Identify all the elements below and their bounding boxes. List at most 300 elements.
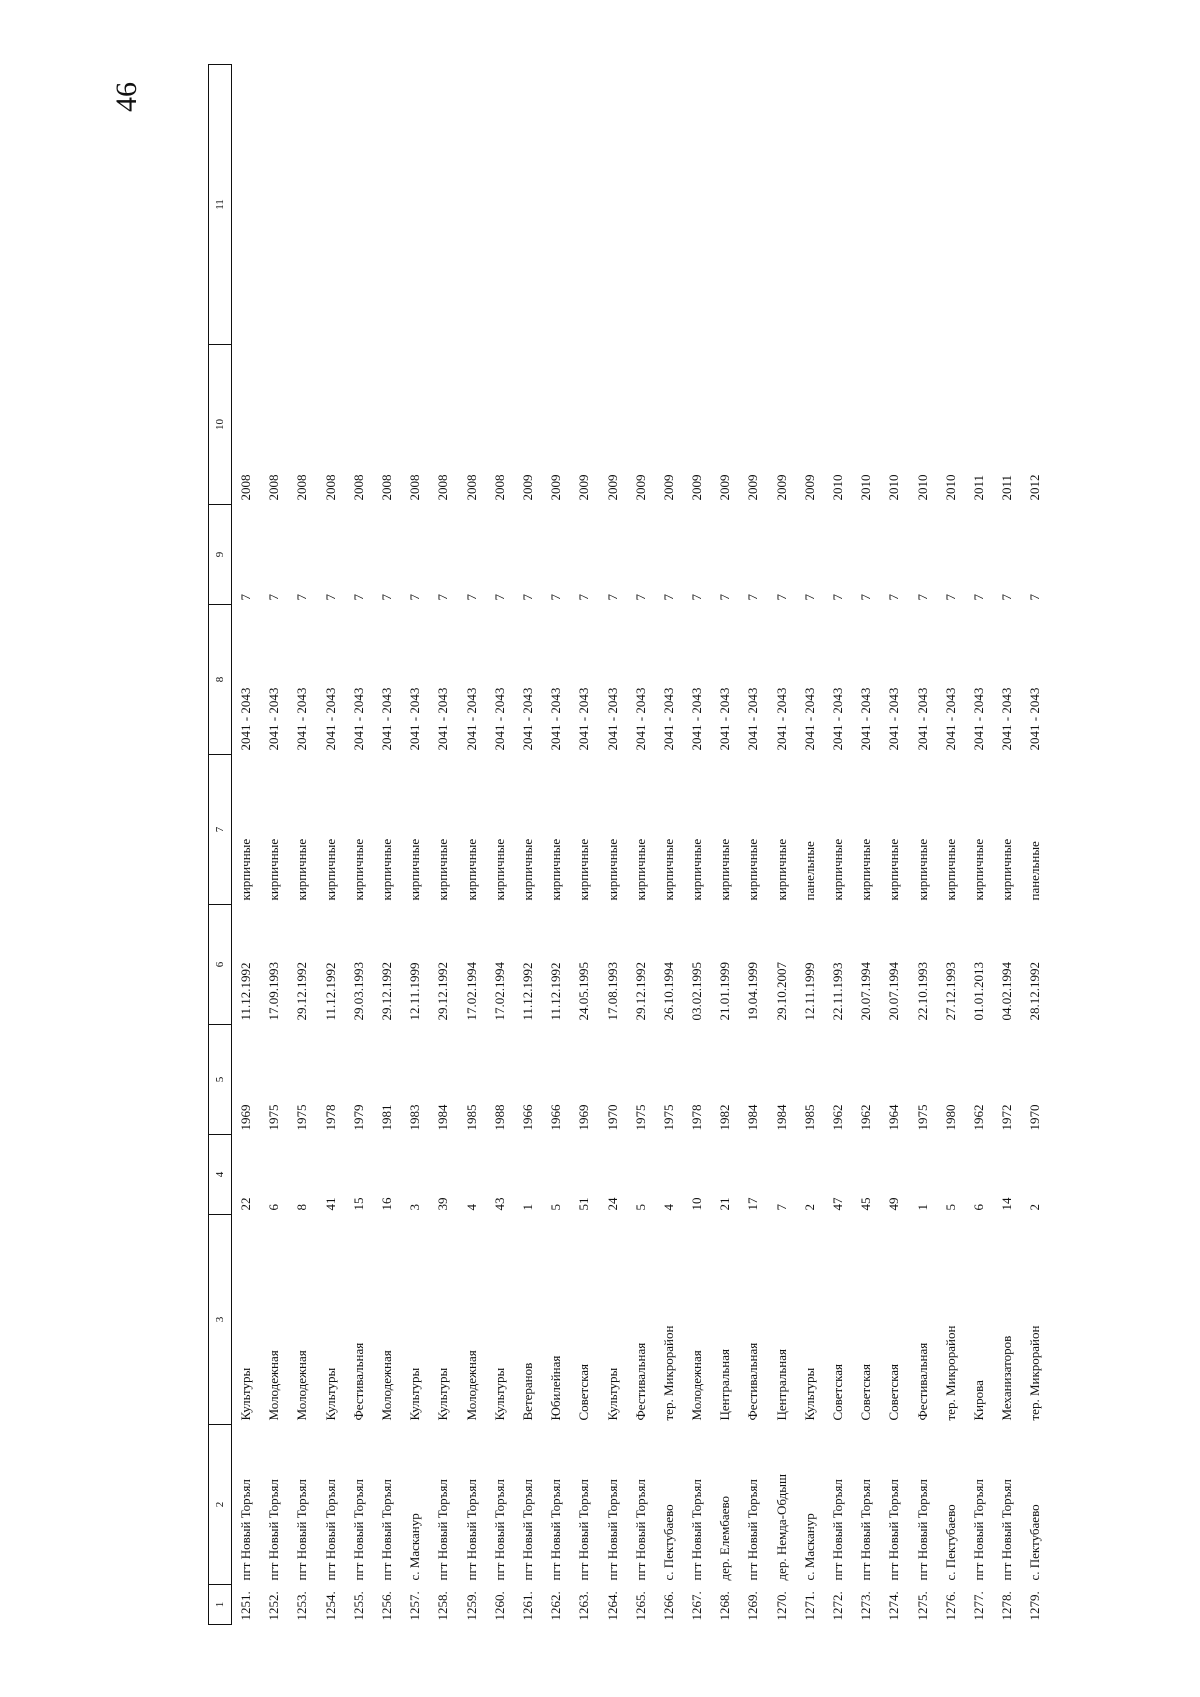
header-cell-5: 5 — [209, 1025, 232, 1135]
cell-plan-year: 2008 — [435, 474, 451, 501]
cell-date: 29.12.1992 — [379, 962, 395, 1021]
cell-wall-material: кирпичные — [435, 838, 451, 901]
cell-repair-period: 2041 - 2043 — [632, 687, 648, 751]
cell-repair-period: 2041 - 2043 — [407, 687, 423, 751]
cell-settlement: пгт Новый Торъял — [463, 1479, 479, 1581]
cell-row-number: 1252. — [266, 1591, 282, 1621]
cell-house-number: 45 — [858, 1197, 874, 1211]
cell-house-number: 4 — [463, 1204, 479, 1211]
cell-repair-period: 2041 - 2043 — [238, 687, 254, 751]
cell-count: 7 — [350, 594, 366, 601]
cell-repair-period: 2041 - 2043 — [689, 687, 705, 751]
cell-notes — [824, 65, 852, 345]
cell-notes — [655, 65, 683, 345]
cell-notes — [852, 65, 880, 345]
table-row — [768, 65, 796, 1625]
page-number: 46 — [110, 82, 143, 112]
cell-repair-period: 2041 - 2043 — [914, 687, 930, 751]
table-row — [373, 65, 401, 1625]
cell-settlement: с. Пектубаево — [1027, 1504, 1043, 1581]
cell-house-number: 1 — [914, 1204, 930, 1211]
cell-repair-period: 2041 - 2043 — [519, 687, 535, 751]
cell-date: 03.02.1995 — [689, 962, 705, 1021]
cell-house-number: 39 — [435, 1197, 451, 1211]
cell-notes — [993, 65, 1021, 345]
cell-build-year: 1970 — [604, 1104, 620, 1131]
cell-date: 11.12.1992 — [519, 962, 535, 1021]
cell-notes — [514, 65, 542, 345]
cell-date: 11.12.1992 — [548, 962, 564, 1021]
cell-house-number: 47 — [830, 1197, 846, 1211]
cell-repair-period: 2041 - 2043 — [660, 687, 676, 751]
cell-date: 21.01.1999 — [717, 962, 733, 1021]
cell-plan-year: 2008 — [238, 474, 254, 501]
cell-notes — [486, 65, 514, 345]
cell-house-number: 5 — [548, 1204, 564, 1211]
table-row — [317, 65, 345, 1625]
cell-street: Механизаторов — [999, 1335, 1015, 1421]
cell-build-year: 1975 — [660, 1104, 676, 1131]
cell-street: тер. Микрорайон — [660, 1325, 676, 1421]
cell-house-number: 4 — [660, 1204, 676, 1211]
cell-street: тер. Микрорайон — [1027, 1325, 1043, 1421]
cell-house-number: 22 — [238, 1197, 254, 1211]
cell-street: Советская — [576, 1364, 592, 1421]
cell-date: 29.12.1992 — [294, 962, 310, 1021]
cell-repair-period: 2041 - 2043 — [322, 687, 338, 751]
cell-count: 7 — [519, 594, 535, 601]
cell-row-number: 1276. — [942, 1591, 958, 1621]
cell-wall-material: кирпичные — [294, 838, 310, 901]
cell-plan-year: 2010 — [914, 474, 930, 501]
header-cell-3: 3 — [209, 1215, 232, 1425]
header-cell-9: 9 — [209, 505, 232, 605]
cell-house-number: 21 — [717, 1197, 733, 1211]
cell-plan-year: 2011 — [999, 474, 1015, 501]
header-cell-6: 6 — [209, 905, 232, 1025]
cell-street: Центральная — [717, 1349, 733, 1421]
cell-settlement: пгт Новый Торъял — [322, 1479, 338, 1581]
cell-wall-material: кирпичные — [266, 838, 282, 901]
cell-build-year: 1975 — [266, 1104, 282, 1131]
cell-plan-year: 2010 — [830, 474, 846, 501]
cell-street: Молодежная — [689, 1350, 705, 1421]
cell-build-year: 1975 — [914, 1104, 930, 1131]
cell-build-year: 1985 — [801, 1104, 817, 1131]
header-cell-1: 1 — [209, 1585, 232, 1625]
cell-date: 20.07.1994 — [858, 962, 874, 1021]
cell-plan-year: 2008 — [491, 474, 507, 501]
cell-wall-material: кирпичные — [858, 838, 874, 901]
cell-build-year: 1978 — [689, 1104, 705, 1131]
cell-house-number: 49 — [886, 1197, 902, 1211]
cell-count: 7 — [689, 594, 705, 601]
cell-notes — [711, 65, 739, 345]
cell-row-number: 1260. — [491, 1591, 507, 1621]
cell-date: 29.03.1993 — [350, 962, 366, 1021]
cell-street: Фестивальная — [632, 1342, 648, 1421]
cell-row-number: 1271. — [801, 1591, 817, 1621]
cell-wall-material: кирпичные — [491, 838, 507, 901]
cell-count: 7 — [830, 594, 846, 601]
cell-repair-period: 2041 - 2043 — [491, 687, 507, 751]
cell-plan-year: 2010 — [858, 474, 874, 501]
cell-date: 29.12.1992 — [632, 962, 648, 1021]
cell-settlement: пгт Новый Торъял — [970, 1479, 986, 1581]
housing-table — [208, 64, 1049, 1625]
cell-date: 28.12.1992 — [1027, 962, 1043, 1021]
cell-count: 7 — [858, 594, 874, 601]
cell-settlement: пгт Новый Торъял — [830, 1479, 846, 1581]
table-row — [683, 65, 711, 1625]
cell-date: 04.02.1994 — [999, 962, 1015, 1021]
cell-wall-material: кирпичные — [773, 838, 789, 901]
cell-notes — [768, 65, 796, 345]
cell-wall-material: кирпичные — [886, 838, 902, 901]
cell-settlement: пгт Новый Торъял — [379, 1479, 395, 1581]
cell-settlement: с. Масканур — [801, 1513, 817, 1581]
cell-repair-period: 2041 - 2043 — [266, 687, 282, 751]
cell-house-number: 8 — [294, 1204, 310, 1211]
cell-repair-period: 2041 - 2043 — [886, 687, 902, 751]
cell-wall-material: панельные — [1027, 841, 1043, 901]
cell-count: 7 — [238, 594, 254, 601]
document-table-rotated — [208, 65, 1048, 1625]
cell-plan-year: 2012 — [1027, 474, 1043, 501]
cell-count: 7 — [942, 594, 958, 601]
cell-repair-period: 2041 - 2043 — [830, 687, 846, 751]
cell-date: 11.12.1992 — [322, 962, 338, 1021]
cell-row-number: 1274. — [886, 1591, 902, 1621]
table-row — [429, 65, 457, 1625]
cell-street: Ветеранов — [519, 1362, 535, 1421]
cell-settlement: с. Пектубаево — [942, 1504, 958, 1581]
cell-notes — [401, 65, 429, 345]
cell-row-number: 1270. — [773, 1591, 789, 1621]
cell-wall-material: кирпичные — [407, 838, 423, 901]
cell-repair-period: 2041 - 2043 — [773, 687, 789, 751]
cell-street: Центральная — [773, 1349, 789, 1421]
cell-settlement: пгт Новый Торъял — [519, 1479, 535, 1581]
table-row — [598, 65, 626, 1625]
cell-wall-material: кирпичные — [632, 838, 648, 901]
cell-row-number: 1267. — [689, 1591, 705, 1621]
cell-house-number: 17 — [745, 1197, 761, 1211]
header-cell-7: 7 — [209, 755, 232, 905]
cell-date: 17.02.1994 — [463, 962, 479, 1021]
cell-house-number: 3 — [407, 1204, 423, 1211]
cell-notes — [345, 65, 373, 345]
cell-notes — [232, 65, 261, 345]
table-row — [627, 65, 655, 1625]
cell-house-number: 6 — [266, 1204, 282, 1211]
header-cell-8: 8 — [209, 605, 232, 755]
cell-build-year: 1984 — [435, 1104, 451, 1131]
cell-house-number: 51 — [576, 1197, 592, 1211]
cell-date: 12.11.1999 — [407, 962, 423, 1021]
cell-repair-period: 2041 - 2043 — [576, 687, 592, 751]
cell-repair-period: 2041 - 2043 — [745, 687, 761, 751]
cell-build-year: 1988 — [491, 1104, 507, 1131]
cell-row-number: 1265. — [632, 1591, 648, 1621]
cell-house-number: 6 — [970, 1204, 986, 1211]
cell-count: 7 — [407, 594, 423, 601]
cell-plan-year: 2008 — [407, 474, 423, 501]
cell-street: Фестивальная — [350, 1342, 366, 1421]
cell-settlement: с. Масканур — [407, 1513, 423, 1581]
cell-plan-year: 2010 — [942, 474, 958, 501]
cell-plan-year: 2009 — [604, 474, 620, 501]
cell-plan-year: 2008 — [379, 474, 395, 501]
cell-build-year: 1982 — [717, 1104, 733, 1131]
cell-wall-material: кирпичные — [519, 838, 535, 901]
cell-row-number: 1254. — [322, 1591, 338, 1621]
cell-notes — [288, 65, 316, 345]
table-row — [655, 65, 683, 1625]
cell-date: 11.12.1992 — [238, 962, 254, 1021]
cell-count: 7 — [999, 594, 1015, 601]
cell-settlement: пгт Новый Торъял — [350, 1479, 366, 1581]
cell-settlement: пгт Новый Торъял — [238, 1479, 254, 1581]
table-row — [486, 65, 514, 1625]
cell-street: Культуры — [801, 1367, 817, 1421]
cell-notes — [373, 65, 401, 345]
cell-build-year: 1978 — [322, 1104, 338, 1131]
cell-count: 7 — [1027, 594, 1043, 601]
cell-build-year: 1975 — [294, 1104, 310, 1131]
cell-build-year: 1964 — [886, 1104, 902, 1131]
cell-notes — [260, 65, 288, 345]
cell-house-number: 5 — [942, 1204, 958, 1211]
cell-notes — [458, 65, 486, 345]
cell-row-number: 1272. — [830, 1591, 846, 1621]
table-row — [739, 65, 767, 1625]
table-row — [824, 65, 852, 1625]
cell-row-number: 1261. — [519, 1591, 535, 1621]
cell-count: 7 — [294, 594, 310, 601]
cell-plan-year: 2009 — [660, 474, 676, 501]
cell-repair-period: 2041 - 2043 — [379, 687, 395, 751]
cell-row-number: 1258. — [435, 1591, 451, 1621]
header-cell-11: 11 — [209, 65, 232, 345]
cell-street: Молодежная — [294, 1350, 310, 1421]
cell-plan-year: 2009 — [745, 474, 761, 501]
cell-build-year: 1980 — [942, 1104, 958, 1131]
cell-settlement: пгт Новый Торъял — [266, 1479, 282, 1581]
cell-house-number: 14 — [999, 1197, 1015, 1211]
cell-row-number: 1251. — [238, 1591, 254, 1621]
cell-build-year: 1984 — [745, 1104, 761, 1131]
cell-row-number: 1257. — [407, 1591, 423, 1621]
cell-wall-material: кирпичные — [830, 838, 846, 901]
cell-row-number: 1253. — [294, 1591, 310, 1621]
cell-notes — [317, 65, 345, 345]
table-row — [796, 65, 824, 1625]
cell-build-year: 1966 — [548, 1104, 564, 1131]
cell-repair-period: 2041 - 2043 — [942, 687, 958, 751]
cell-date: 29.10.2007 — [773, 962, 789, 1021]
cell-plan-year: 2009 — [801, 474, 817, 501]
cell-plan-year: 2009 — [519, 474, 535, 501]
cell-house-number: 1 — [519, 1204, 535, 1211]
cell-street: Культуры — [435, 1367, 451, 1421]
cell-build-year: 1985 — [463, 1104, 479, 1131]
table-row — [401, 65, 429, 1625]
cell-notes — [627, 65, 655, 345]
cell-row-number: 1273. — [858, 1591, 874, 1621]
cell-street: Культуры — [604, 1367, 620, 1421]
cell-street: Фестивальная — [745, 1342, 761, 1421]
cell-build-year: 1979 — [350, 1104, 366, 1131]
cell-plan-year: 2011 — [970, 474, 986, 501]
cell-build-year: 1975 — [632, 1104, 648, 1131]
cell-wall-material: панельные — [801, 841, 817, 901]
cell-count: 7 — [548, 594, 564, 601]
cell-row-number: 1262. — [548, 1591, 564, 1621]
cell-row-number: 1277. — [970, 1591, 986, 1621]
cell-wall-material: кирпичные — [350, 838, 366, 901]
cell-house-number: 41 — [322, 1197, 338, 1211]
cell-wall-material: кирпичные — [689, 838, 705, 901]
cell-settlement: пгт Новый Торъял — [914, 1479, 930, 1581]
cell-plan-year: 2009 — [576, 474, 592, 501]
cell-notes — [796, 65, 824, 345]
cell-wall-material: кирпичные — [379, 838, 395, 901]
cell-settlement: пгт Новый Торъял — [999, 1479, 1015, 1581]
cell-notes — [1021, 65, 1049, 345]
cell-repair-period: 2041 - 2043 — [294, 687, 310, 751]
cell-date: 12.11.1999 — [801, 962, 817, 1021]
cell-row-number: 1263. — [576, 1591, 592, 1621]
cell-date: 22.10.1993 — [914, 962, 930, 1021]
cell-notes — [429, 65, 457, 345]
cell-row-number: 1278. — [999, 1591, 1015, 1621]
cell-repair-period: 2041 - 2043 — [463, 687, 479, 751]
cell-plan-year: 2008 — [322, 474, 338, 501]
cell-repair-period: 2041 - 2043 — [1027, 687, 1043, 751]
cell-notes — [739, 65, 767, 345]
cell-row-number: 1255. — [350, 1591, 366, 1621]
cell-settlement: пгт Новый Торъял — [294, 1479, 310, 1581]
cell-notes — [965, 65, 993, 345]
cell-notes — [598, 65, 626, 345]
cell-notes — [570, 65, 598, 345]
cell-plan-year: 2009 — [632, 474, 648, 501]
cell-notes — [937, 65, 965, 345]
cell-wall-material: кирпичные — [548, 838, 564, 901]
cell-house-number: 5 — [632, 1204, 648, 1211]
cell-street: Культуры — [238, 1367, 254, 1421]
table-header — [209, 65, 232, 1625]
cell-build-year: 1984 — [773, 1104, 789, 1131]
cell-row-number: 1266. — [660, 1591, 676, 1621]
cell-wall-material: кирпичные — [745, 838, 761, 901]
cell-build-year: 1970 — [1027, 1104, 1043, 1131]
cell-build-year: 1962 — [830, 1104, 846, 1131]
cell-settlement: дер. Елембаево — [717, 1495, 733, 1581]
cell-build-year: 1969 — [238, 1104, 254, 1131]
cell-row-number: 1264. — [604, 1591, 620, 1621]
cell-repair-period: 2041 - 2043 — [350, 687, 366, 751]
cell-notes — [880, 65, 908, 345]
table-row — [345, 65, 373, 1625]
cell-count: 7 — [491, 594, 507, 601]
cell-street: Молодежная — [463, 1350, 479, 1421]
cell-settlement: пгт Новый Торъял — [689, 1479, 705, 1581]
table-row — [542, 65, 570, 1625]
table-row — [260, 65, 288, 1625]
cell-settlement: пгт Новый Торъял — [491, 1479, 507, 1581]
cell-build-year: 1962 — [858, 1104, 874, 1131]
cell-date: 29.12.1992 — [435, 962, 451, 1021]
cell-count: 7 — [745, 594, 761, 601]
cell-date: 01.01.2013 — [970, 962, 986, 1021]
cell-street: Советская — [830, 1364, 846, 1421]
cell-settlement: пгт Новый Торъял — [435, 1479, 451, 1581]
cell-settlement: пгт Новый Торъял — [632, 1479, 648, 1581]
cell-wall-material: кирпичные — [914, 838, 930, 901]
cell-wall-material: кирпичные — [238, 838, 254, 901]
cell-date: 26.10.1994 — [660, 962, 676, 1021]
cell-notes — [909, 65, 937, 345]
cell-house-number: 7 — [773, 1204, 789, 1211]
cell-plan-year: 2008 — [463, 474, 479, 501]
cell-settlement: дер. Немда-Обдыш — [773, 1473, 789, 1581]
cell-house-number: 24 — [604, 1197, 620, 1211]
cell-house-number: 10 — [689, 1197, 705, 1211]
cell-street: тер. Микрорайон — [942, 1325, 958, 1421]
cell-build-year: 1966 — [519, 1104, 535, 1131]
cell-count: 7 — [266, 594, 282, 601]
cell-wall-material: кирпичные — [717, 838, 733, 901]
cell-plan-year: 2008 — [350, 474, 366, 501]
cell-date: 27.12.1993 — [942, 962, 958, 1021]
cell-build-year: 1969 — [576, 1104, 592, 1131]
cell-plan-year: 2009 — [689, 474, 705, 501]
cell-row-number: 1256. — [379, 1591, 395, 1621]
cell-house-number: 43 — [491, 1197, 507, 1211]
cell-wall-material: кирпичные — [970, 838, 986, 901]
cell-street: Культуры — [322, 1367, 338, 1421]
cell-plan-year: 2009 — [717, 474, 733, 501]
cell-house-number: 2 — [801, 1204, 817, 1211]
table-row — [570, 65, 598, 1625]
cell-street: Молодежная — [379, 1350, 395, 1421]
cell-count: 7 — [970, 594, 986, 601]
cell-repair-period: 2041 - 2043 — [717, 687, 733, 751]
cell-count: 7 — [717, 594, 733, 601]
cell-plan-year: 2008 — [266, 474, 282, 501]
cell-row-number: 1279. — [1027, 1591, 1043, 1621]
cell-count: 7 — [576, 594, 592, 601]
cell-repair-period: 2041 - 2043 — [548, 687, 564, 751]
cell-street: Молодежная — [266, 1350, 282, 1421]
cell-settlement: пгт Новый Торъял — [858, 1479, 874, 1581]
cell-repair-period: 2041 - 2043 — [604, 687, 620, 751]
cell-house-number: 16 — [379, 1197, 395, 1211]
cell-date: 17.09.1993 — [266, 962, 282, 1021]
header-cell-2: 2 — [209, 1425, 232, 1585]
header-cell-10: 10 — [209, 345, 232, 505]
cell-settlement: пгт Новый Торъял — [576, 1479, 592, 1581]
cell-date: 20.07.1994 — [886, 962, 902, 1021]
cell-wall-material: кирпичные — [942, 838, 958, 901]
cell-build-year: 1983 — [407, 1104, 423, 1131]
cell-plan-year: 2008 — [294, 474, 310, 501]
table-row — [232, 65, 261, 1625]
cell-date: 19.04.1999 — [745, 962, 761, 1021]
cell-wall-material: кирпичные — [322, 838, 338, 901]
